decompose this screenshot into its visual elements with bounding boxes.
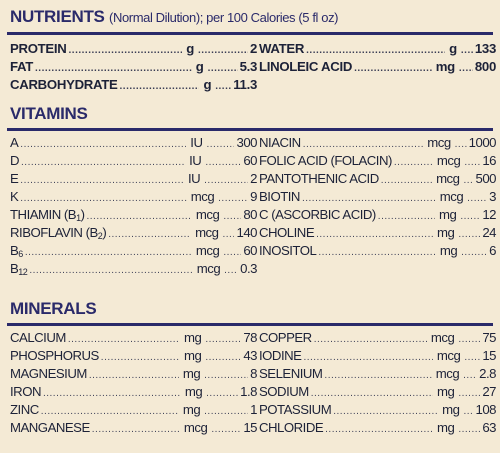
vitamin-row-b12: $B_{12}$ ..... mcg ..... 0.3 [10,260,257,278]
minerals-title: MINERALS [10,299,97,318]
vitamin-row-e: E ..... IU ..... 2 [10,170,257,188]
mineral-row-calcium: CALCIUM ..... mg ..... 78 [10,329,257,347]
mineral-row-zinc: ZINC ..... mg ..... 1 [10,401,257,419]
nutrients-subtitle: (Normal Dilution); per 100 Calories (5 fl oz) [109,10,339,25]
vitamin-row-choline: CHOLINE ..... mg ..... 24 [259,224,496,242]
mineral-row-copper: COPPER ..... mcg ..... 75 [259,329,496,347]
nutrients-divider [7,32,493,35]
vitamin-row-b6: $B_6$ ..... mcg ..... 60 [10,242,257,260]
vitamins-heading [10,104,88,124]
vitamin-row-riboflavin: RIBOFLAVIN $(B_2)$ ..... mcg ..... 140 [10,224,257,242]
vitamins-title: VITAMINS [10,104,88,123]
vitamin-row-k: K ..... mcg ..... 9 [10,188,257,206]
mineral-row-selenium: SELENIUM ..... mcg ..... 2.8 [259,365,496,383]
mineral-row-sodium: SODIUM ..... mg ..... 27 [259,383,496,401]
mineral-row-phosphorus: PHOSPHORUS ..... mg ..... 43 [10,347,257,365]
mineral-row-potassium: POTASSIUM ..... mg ..... 108 [259,401,496,419]
vitamin-row-pantothenic-acid: PANTOTHENIC ACID ..... mcg ..... 500 [259,170,496,188]
vitamins-left-column [10,134,257,278]
nutrients-title: NUTRIENTS [10,7,105,26]
vitamin-row-biotin: BIOTIN ..... mcg ..... 3 [259,188,496,206]
vitamin-row-a: A ..... IU ..... 300 [10,134,257,152]
vitamin-row-inositol: INOSITOL ..... mg ..... 6 [259,242,496,260]
vitamin-row-thiamin: THIAMIN $(B_1)$ ..... mcg ..... 80 [10,206,257,224]
mineral-row-iron: IRON ..... mg ..... 1.8 [10,383,257,401]
nutrients-left-column [10,40,257,94]
mineral-row-manganese: MANGANESE ..... mcg ..... 15 [10,419,257,437]
nutrient-row-protein: PROTEIN ..... g ..... 2 [10,40,257,58]
minerals-heading [10,299,96,319]
vitamin-row-folic-acid: FOLIC ACID (FOLACIN) ..... mcg ..... 16 [259,152,496,170]
minerals-right-column [259,329,496,437]
vitamins-right-column [259,134,496,260]
vitamin-row-d: D ..... IU ..... 60 [10,152,257,170]
nutrient-row-fat: FAT ..... g ..... 5.3 [10,58,257,76]
nutrient-row-water: WATER ..... g ..... 133 [259,40,496,58]
mineral-row-magnesium: MAGNESIUM ..... mg ..... 8 [10,365,257,383]
minerals-left-column [10,329,257,437]
nutrient-row-carbohydrate: CARBOHYDRATE ..... g ..... 11.3 [10,76,257,94]
nutrient-row-linoleic-acid: LINOLEIC ACID ..... mg ..... 800 [259,58,496,76]
minerals-divider [7,323,493,326]
nutrients-right-column [259,40,496,76]
mineral-row-iodine: IODINE ..... mcg ..... 15 [259,347,496,365]
nutrients-heading [10,7,338,27]
mineral-row-chloride: CHLORIDE ..... mg ..... 63 [259,419,496,437]
vitamin-row-niacin: NIACIN ..... mcg ..... 1000 [259,134,496,152]
vitamin-row-ascorbic-acid: C (ASCORBIC ACID) ..... mg ..... 12 [259,206,496,224]
vitamins-divider [7,128,493,131]
